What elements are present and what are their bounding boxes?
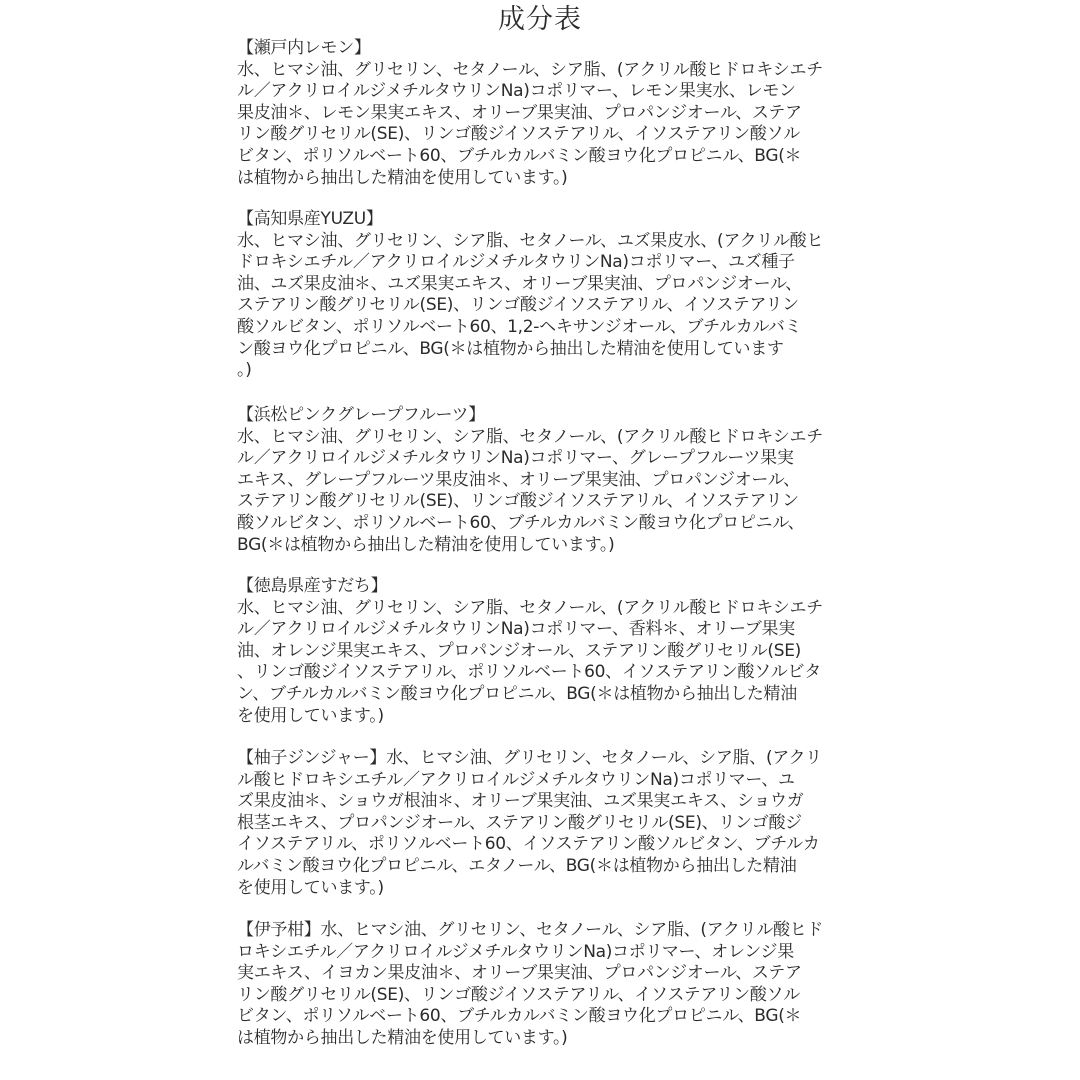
ingredient-text-line: ビタン、ポリソルベート60、ブチルカルバミン酸ヨウ化プロピニル、BG(＊ <box>237 1006 802 1027</box>
ingredient-text-line: ル／アクリロイルジメチルタウリンNa)コポリマー、香料＊、オリーブ果実 <box>237 619 795 640</box>
ingredient-text-line: ステアリン酸グリセリル(SE)、リンゴ酸ジイソステアリル、イソステアリン <box>237 295 799 316</box>
ingredient-text-line: BG(＊は植物から抽出した精油を使用しています。) <box>237 534 615 555</box>
ingredient-text-line: リン酸グリセリル(SE)、リンゴ酸ジイソステアリル、イソステアリン酸ソル <box>237 124 800 145</box>
section-heading-line: 【柚子ジンジャー】水、ヒマシ油、グリセリン、セタノール、シア脂、(アクリ <box>237 748 822 768</box>
ingredient-text-line: 根茎エキス、プロパンジオール、ステアリン酸グリセリル(SE)、リンゴ酸ジ <box>237 812 802 833</box>
ingredient-text-line: 実エキス、イヨカン果皮油＊、オリーブ果実油、プロパンジオール、ステア <box>237 963 802 984</box>
ingredient-text-line: を使用しています。) <box>237 705 384 726</box>
ingredient-text-line: 果皮油＊、レモン果実エキス、オリーブ果実油、プロパンジオール、ステア <box>237 102 802 123</box>
ingredient-section-lemon <box>237 38 849 189</box>
ingredient-text-line: 水、ヒマシ油、グリセリン、シア脂、セタノール、(アクリル酸ヒドロキシエチ <box>237 597 823 618</box>
ingredient-text-line: 水、ヒマシ油、グリセリン、セタノール、シア脂、(アクリル酸ヒドロキシエチ <box>237 59 823 80</box>
ingredient-text-line: ン、ブチルカルバミン酸ヨウ化プロピニル、BG(＊は植物から抽出した精油 <box>237 683 797 704</box>
section-heading-line: 【浜松ピンクグレープフルーツ】 <box>237 405 485 425</box>
ingredient-text-line: は植物から抽出した精油を使用しています。) <box>237 167 568 188</box>
ingredient-text-line: は植物から抽出した精油を使用しています。) <box>237 1027 568 1048</box>
ingredient-text-line: 油、オレンジ果実エキス、プロパンジオール、ステアリン酸グリセリル(SE) <box>237 640 802 661</box>
ingredient-text-line: 油、ユズ果皮油＊、ユズ果実エキス、オリーブ果実油、プロパンジオール、 <box>237 273 802 294</box>
page-title: 成分表 <box>498 4 582 35</box>
ingredient-text-line: ル酸ヒドロキシエチル／アクリロイルジメチルタウリンNa)コポリマー、ユ <box>237 769 795 790</box>
ingredient-section-yuzu-ginger <box>237 748 849 899</box>
ingredient-text-line: 酸ソルビタン、ポリソルベート60、ブチルカルバミン酸ヨウ化プロピニル、 <box>237 512 805 533</box>
section-heading-line: 【徳島県産すだち】 <box>237 576 388 596</box>
ingredient-section-grapefruit <box>237 405 849 556</box>
section-heading-line: 【伊予柑】水、ヒマシ油、グリセリン、セタノール、シア脂、(アクリル酸ヒド <box>237 920 824 940</box>
ingredient-text-line: リン酸グリセリル(SE)、リンゴ酸ジイソステアリル、イソステアリン酸ソル <box>237 984 800 1005</box>
ingredient-text-line: 水、ヒマシ油、グリセリン、シア脂、セタノール、(アクリル酸ヒドロキシエチ <box>237 426 823 447</box>
section-heading-line: 【瀬戸内レモン】 <box>237 38 371 58</box>
ingredient-text-line: ル／アクリロイルジメチルタウリンNa)コポリマー、グレープフルーツ果実 <box>237 448 794 469</box>
ingredient-section-yuzu <box>237 209 849 382</box>
ingredient-text-line: ル／アクリロイルジメチルタウリンNa)コポリマー、レモン果実水、レモン <box>237 81 796 102</box>
ingredient-text-line: 水、ヒマシ油、グリセリン、シア脂、セタノール、ユズ果皮水、(アクリル酸ヒ <box>237 230 824 251</box>
ingredient-text-line: ステアリン酸グリセリル(SE)、リンゴ酸ジイソステアリル、イソステアリン <box>237 491 799 512</box>
ingredient-text-line: 酸ソルビタン、ポリソルベート60、1,2-ヘキサンジオール、ブチルカルバミ <box>237 316 802 337</box>
ingredient-text-line: を使用しています。) <box>237 877 384 898</box>
ingredient-section-sudachi <box>237 576 849 727</box>
ingredient-section-iyokan <box>237 920 849 1050</box>
ingredient-text-line: ビタン、ポリソルベート60、ブチルカルバミン酸ヨウ化プロピニル、BG(＊ <box>237 145 802 166</box>
ingredient-text-line: ルバミン酸ヨウ化プロピニル、エタノール、BG(＊は植物から抽出した精油 <box>237 855 797 876</box>
section-heading-line: 【高知県産YUZU】 <box>237 209 383 229</box>
ingredient-text-line: ロキシエチル／アクリロイルジメチルタウリンNa)コポリマー、オレンジ果 <box>237 941 794 962</box>
ingredient-text-line: ズ果皮油＊、ショウガ根油＊、オリーブ果実油、ユズ果実エキス、ショウガ <box>237 791 804 812</box>
ingredient-text-line: 、リンゴ酸ジイソステアリル、ポリソルベート60、イソステアリン酸ソルビタ <box>237 662 821 683</box>
ingredient-text-line: ドロキシエチル／アクリロイルジメチルタウリンNa)コポリマー、ユズ種子 <box>237 252 795 273</box>
ingredient-text-line: エキス、グレープフルーツ果皮油＊、オリーブ果実油、プロパンジオール、 <box>237 469 800 490</box>
ingredient-text-line: 。) <box>237 360 252 381</box>
ingredient-text-line: イソステアリル、ポリソルベート60、イソステアリン酸ソルビタン、ブチルカ <box>237 834 820 855</box>
ingredient-text-line: ン酸ヨウ化プロピニル、BG(＊は植物から抽出した精油を使用しています <box>237 338 784 359</box>
